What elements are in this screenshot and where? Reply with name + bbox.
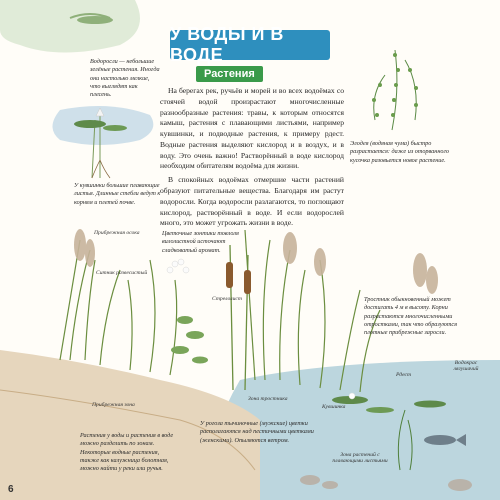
label-arrowhead: Стрелолист [212, 296, 242, 302]
note-lily: У кувшинки большие плавающие листья. Длинные стебли ведут к корням и плетей почве. [74, 182, 161, 206]
note-reed: Тростник обыкновенный может достигать 4 м в высоту. Корни разрастаются многочисленными отростками, так что образуются плотные прибрежные заросли. [364, 296, 457, 337]
label-shore-zone: Прибрежная зона [92, 402, 135, 408]
note-elodea: Элодея (водяная чума) быстро разрастается: даже из оторванного кусочка разовьется новое растение. [350, 140, 450, 164]
note-rush: У рогоза тычиночные (мужские) цветки располагаются над пестичными цветками (женскими). Опыляются ветром. [200, 420, 314, 444]
label-pondweed: Рдест [396, 372, 412, 378]
note-algae: Водоросли — небольшие зелёные растения. Иногда они настолько мелкие, что выглядят как плесень. [90, 58, 160, 99]
paragraph-2: В спокойных водоёмах отмершие части растений образуют питательные вещества. Благодаря им растут водоросли. Когда водоросли разлагаются, то поглощают кислород, растворённый в воде. И если водорослей много, это может угрожать жизни в воде. [160, 175, 344, 228]
note-flowers: Цветочные зонтики товлоля вилолистной источают сладковатый аромат. [162, 230, 239, 254]
page-number: 6 [8, 484, 14, 495]
label-lily-small: Кувшинка [322, 404, 346, 410]
page-title: У ВОДЫ И В ВОДЕ [170, 24, 284, 65]
paragraph-1: На берегах рек, ручьёв и морей и во всех водоёмах со стоячей водой произрастают многочисленные разнообразные растения: травы, к которым относятся камыш, растения с плавающими листьями, например кувшинки, и подводные растения, к примеру рдест. Водные растения выделяют кислород и в воздух, и в воду. Это очень важно! Растворённый в воде кислород необходим обитателям водоёма для жизни. [160, 86, 344, 171]
label-floating-zone: Зона растений с плавающими листьями [332, 452, 388, 464]
top-water-illustration [0, 0, 140, 53]
label-lanceolate: Ситник развесистый [96, 270, 148, 276]
label-sedge: Прибрежная осока [94, 230, 140, 236]
cattail-illustration [226, 245, 251, 390]
label-water-plantain: Водокрас лягушачий [453, 360, 479, 372]
title-banner [170, 24, 330, 65]
note-zones: Растения у воды и растения в воде можно разделить по зонам. Некоторые водные растения, также как калужница болотная, можно найти у реки или ручья. [80, 432, 174, 473]
section-tag: Растения [196, 66, 263, 82]
main-text [160, 86, 344, 232]
label-reed-zone: Зона тростника [248, 396, 288, 402]
elodea-illustration [374, 50, 417, 130]
